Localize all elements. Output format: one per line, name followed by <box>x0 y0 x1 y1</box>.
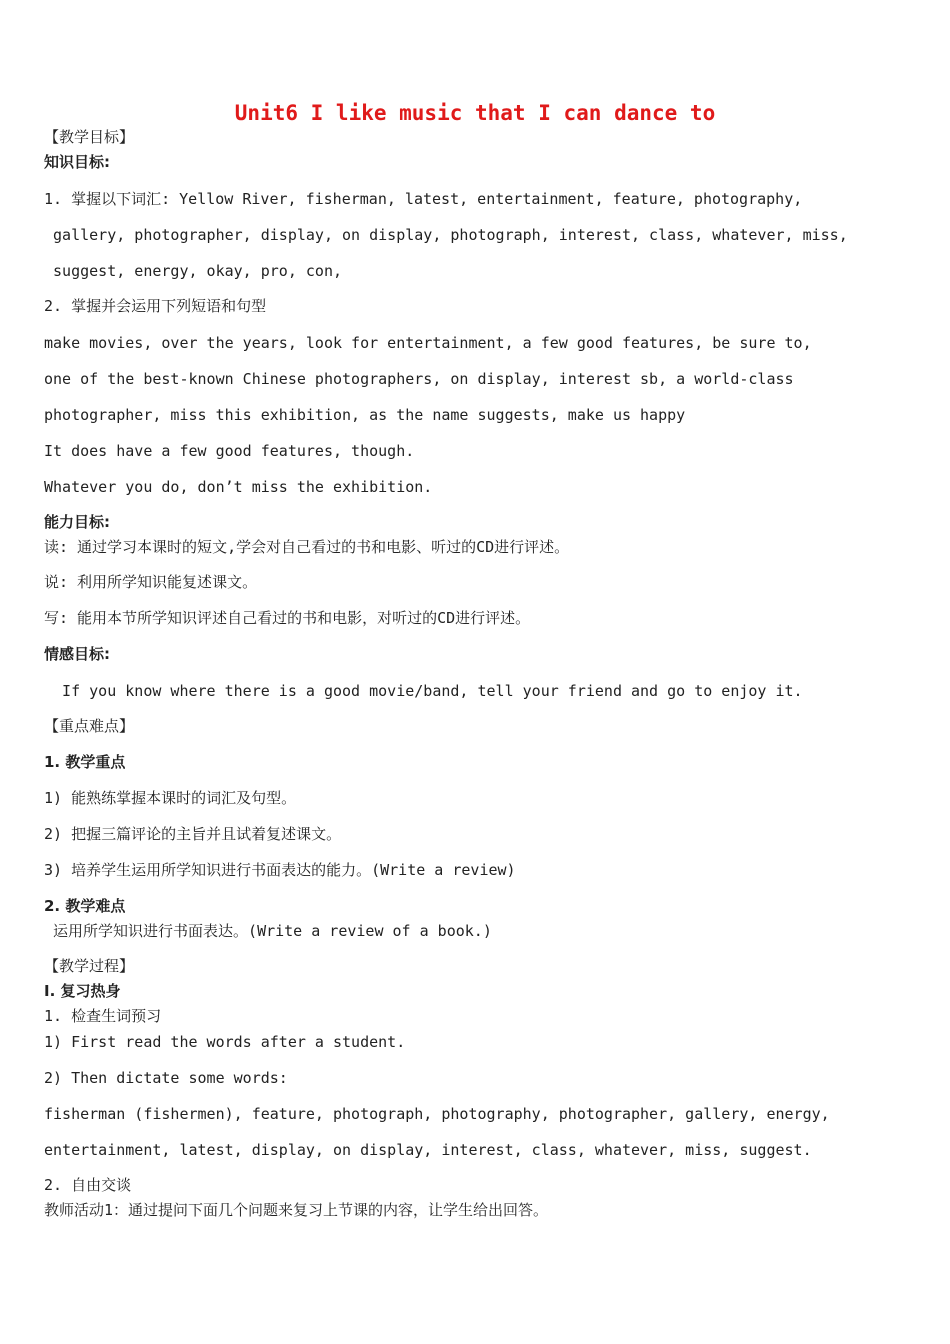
warmup-step-2: 2) Then dictate some words: <box>44 1069 288 1087</box>
ability-speak: 说: 利用所学知识能复述课文。 <box>44 573 258 591</box>
warmup-item-2: 2. 自由交谈 <box>44 1176 132 1194</box>
phrases-heading: 2. 掌握并会运用下列短语和句型 <box>44 297 267 315</box>
focus-item-2: 2) 把握三篇评论的主旨并且试着复述课文。 <box>44 825 342 843</box>
emotion-text: If you know where there is a good movie/band, tell your friend and go to enjoy it. <box>44 682 803 700</box>
sentence-1: It does have a few good features, though. <box>44 442 415 460</box>
warmup-heading: I. 复习热身 <box>44 982 121 1000</box>
knowledge-objectives-heading: 知识目标: <box>44 153 110 171</box>
warmup-item-1: 1. 检查生词预习 <box>44 1007 162 1025</box>
warmup-step-1: 1) First read the words after a student. <box>44 1033 406 1051</box>
emotion-objectives-heading: 情感目标: <box>44 645 110 663</box>
difficulty-heading: 2. 教学难点 <box>44 897 126 915</box>
ability-read: 读: 通过学习本课时的短文,学会对自己看过的书和电影、听过的CD进行评述。 <box>44 538 570 556</box>
section-objectives-heading: 【教学目标】 <box>44 128 135 146</box>
vocab-line-3: suggest, energy, okay, pro, con, <box>44 262 343 280</box>
vocab-line-1: 1. 掌握以下词汇: Yellow River, fisherman, latest, entertainment, feature, photography, <box>44 190 803 208</box>
vocab-line-2: gallery, photographer, display, on display, photograph, interest, class, whatever, miss, <box>44 226 848 244</box>
dictation-words-1: fisherman (fishermen), feature, photograph, photography, photographer, gallery, energy, <box>44 1105 830 1123</box>
dictation-words-2: entertainment, latest, display, on display, interest, class, whatever, miss, suggest. <box>44 1141 812 1159</box>
focus-item-3: 3) 培养学生运用所学知识进行书面表达的能力。(Write a review) <box>44 861 516 879</box>
teacher-activity-1: 教师活动1：通过提问下面几个问题来复习上节课的内容，让学生给出回答。 <box>44 1201 549 1219</box>
focus-heading: 1. 教学重点 <box>44 753 126 771</box>
phrase-line-1: make movies, over the years, look for entertainment, a few good features, be sure to, <box>44 334 812 352</box>
process-heading: 【教学过程】 <box>44 957 135 975</box>
ability-write: 写: 能用本节所学知识评述自己看过的书和电影，对听过的CD进行评述。 <box>44 609 531 627</box>
ability-objectives-heading: 能力目标: <box>44 513 110 531</box>
focus-item-1: 1) 能熟练掌握本课时的词汇及句型。 <box>44 789 297 807</box>
difficulty-text: 运用所学知识进行书面表达。(Write a review of a book.) <box>44 922 492 940</box>
key-points-heading: 【重点难点】 <box>44 717 135 735</box>
phrase-line-3: photographer, miss this exhibition, as the name suggests, make us happy <box>44 406 686 424</box>
page-title: Unit6 I like music that I can dance to <box>234 101 716 125</box>
sentence-2: Whatever you do, don’t miss the exhibition. <box>44 478 433 496</box>
phrase-line-2: one of the best-known Chinese photographers, on display, interest sb, a world-class <box>44 370 794 388</box>
